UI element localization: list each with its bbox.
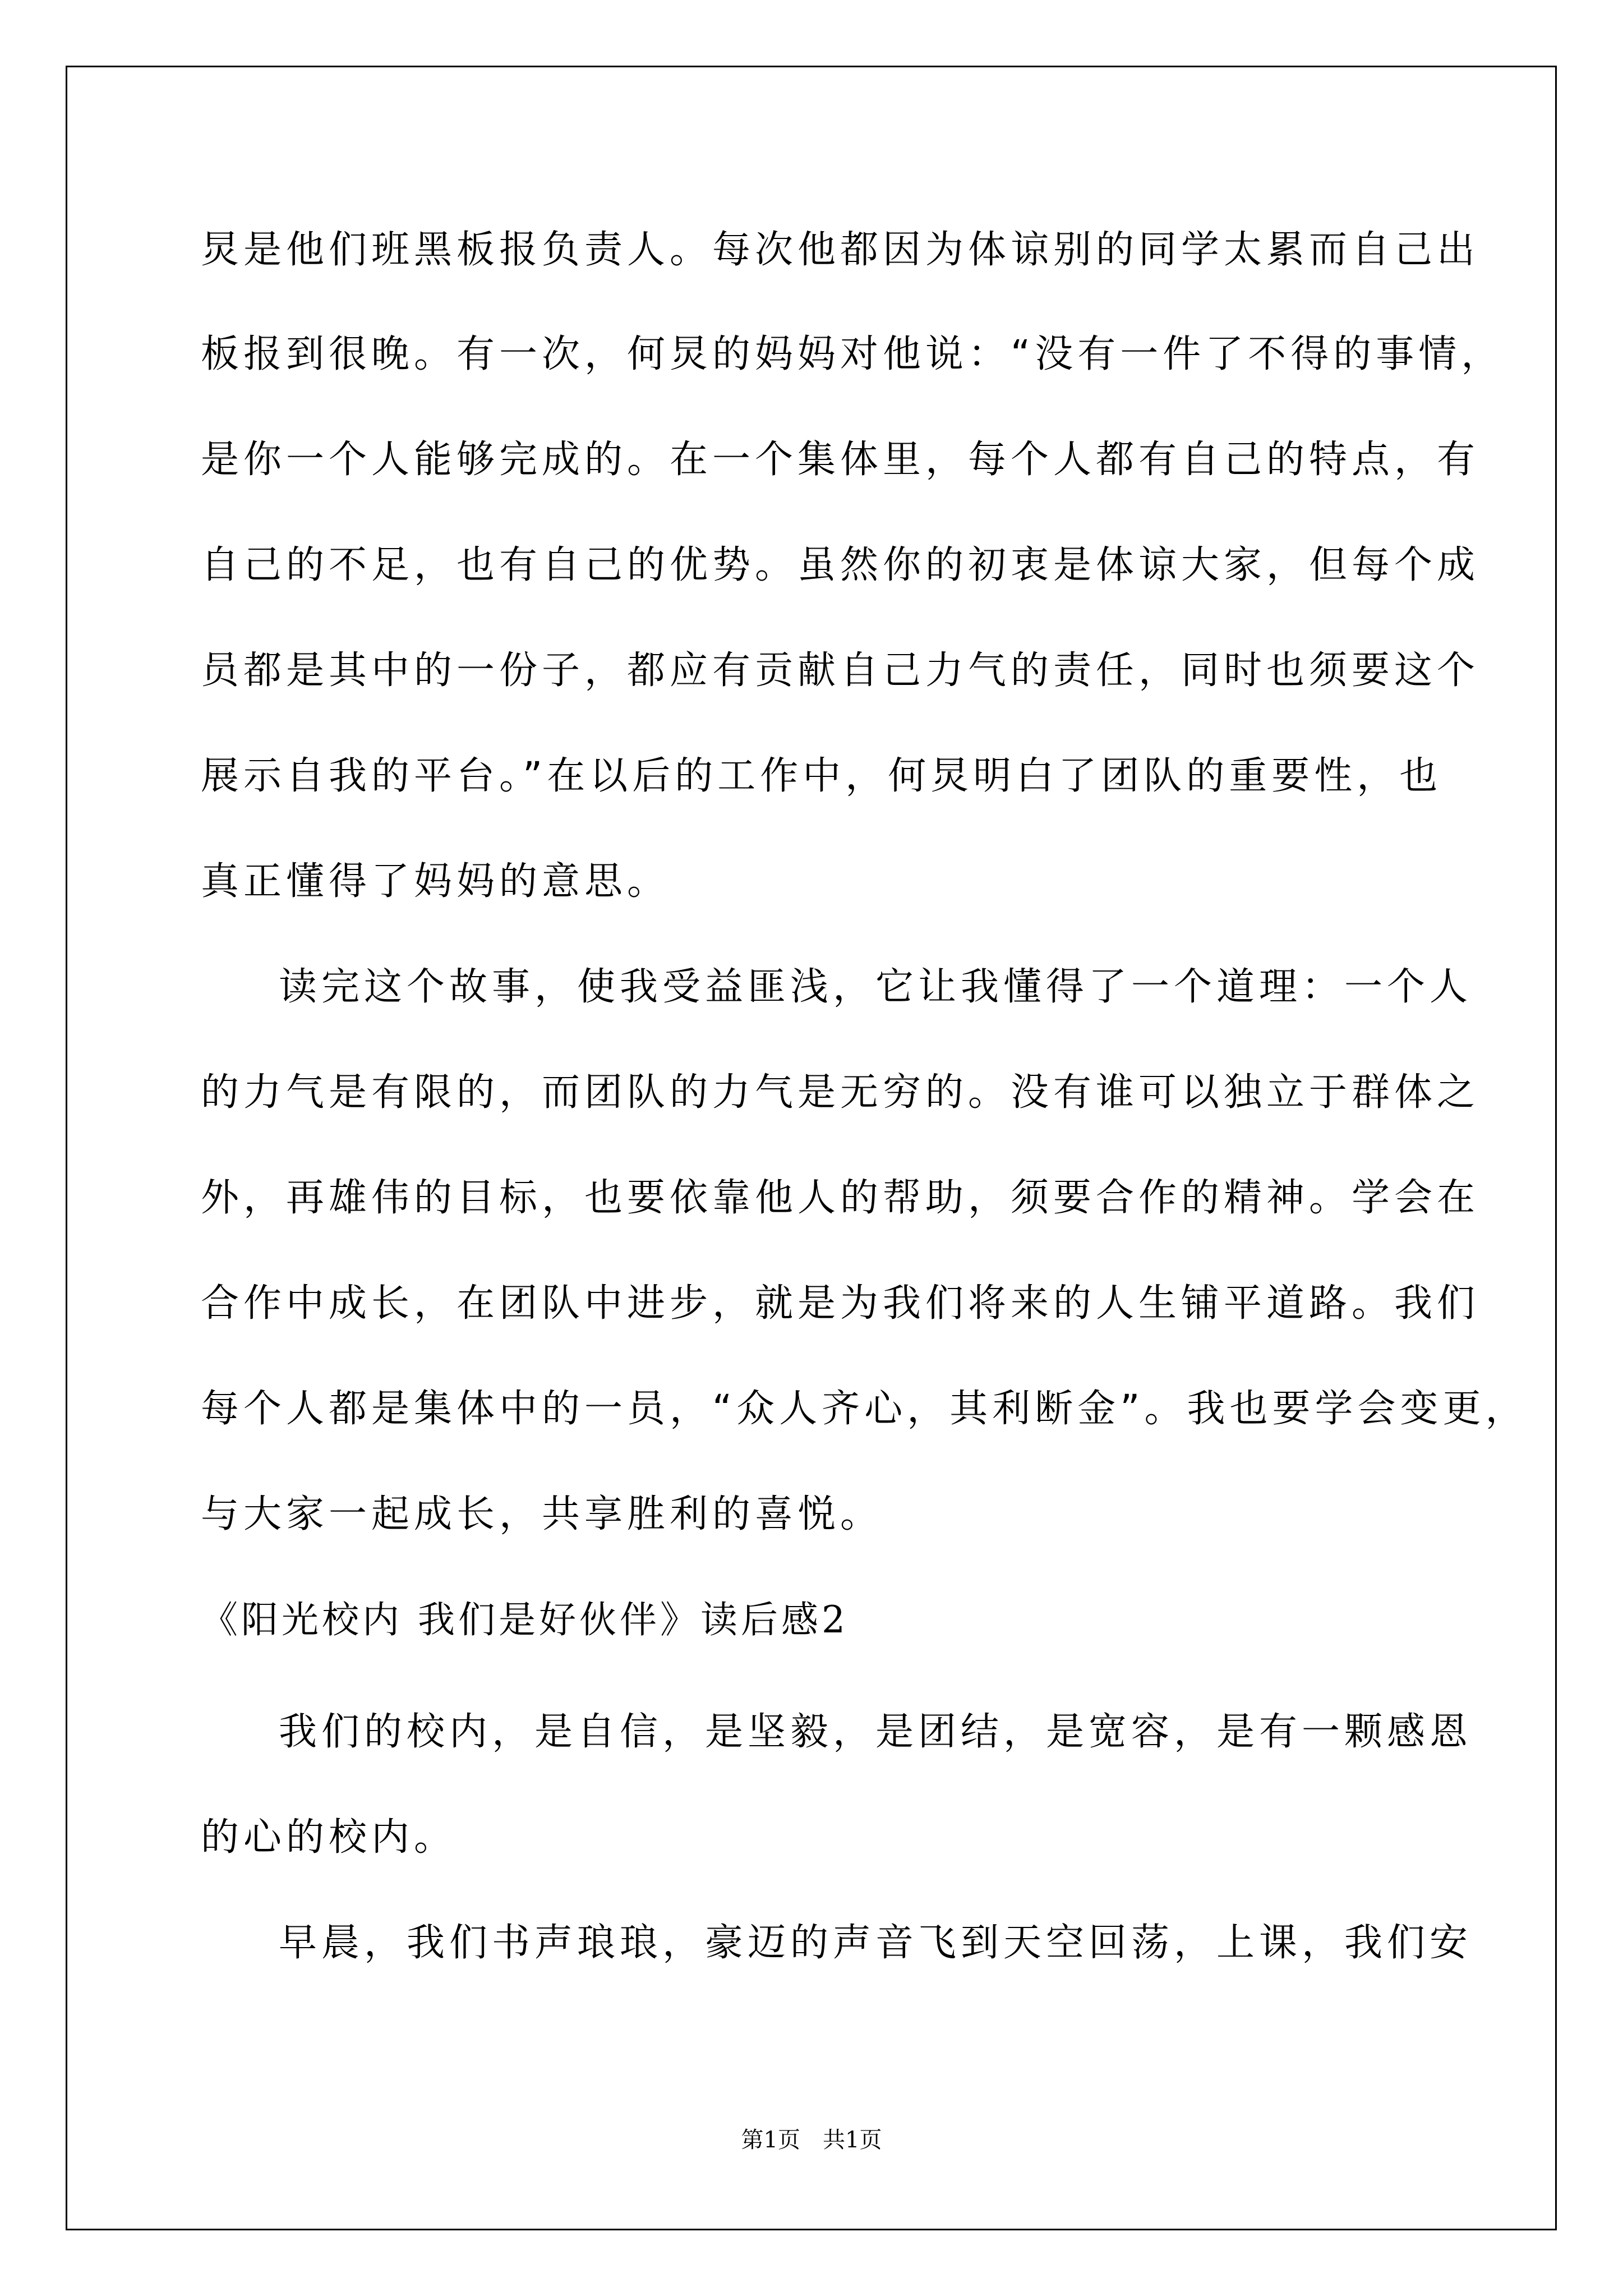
text-line: 真正懂得了妈妈的意思。 [201,859,670,904]
text-line: 员都是其中的一份子，都应有贡献自己力气的责任，同时也须要这个 [201,648,1480,693]
section-heading: 《阳光校内 我们是好伙伴》读后感2 [201,1598,849,1641]
page-total: 共1页 [823,2127,882,2153]
text-line: 板报到很晚。有一次，何炅的妈妈对他说：“没有一件了不得的事情， [201,332,1504,376]
paragraph-first-line: 早晨，我们书声琅琅，豪迈的声音飞到天空回荡，上课，我们安 [279,1921,1473,1965]
page-border [66,66,1557,2230]
text-line: 外，再雄伟的目标，也要依靠他人的帮助，须要合作的精神。学会在 [201,1176,1480,1220]
text-line: 与大家一起成长，共享胜利的喜悦。 [201,1492,883,1536]
text-line: 自己的不足，也有自己的优势。虽然你的初衷是体谅大家，但每个成 [201,543,1480,587]
text-line: 的力气是有限的，而团队的力气是无穷的。没有谁可以独立于群体之 [201,1070,1480,1115]
text-line: 每个人都是集体中的一员，“众人齐心，其利断金”。我也要学会变更， [201,1387,1528,1431]
page-footer [0,2129,1623,2151]
paragraph-first-line: 我们的校内，是自信，是坚毅，是团结，是宽容，是有一颗感恩 [279,1710,1473,1754]
text-line: 是你一个人能够完成的。在一个集体里，每个人都有自己的特点，有 [201,438,1480,482]
text-line: 展示自我的平台。”在以后的工作中，何炅明白了团队的重要性，也 [201,754,1442,798]
page-number: 第1页 [741,2127,800,2153]
text-line: 的心的校内。 [201,1815,457,1860]
text-line: 炅是他们班黑板报负责人。每次他都因为体谅别的同学太累而自己出 [201,228,1480,272]
text-line: 合作中成长，在团队中进步，就是为我们将来的人生铺平道路。我们 [201,1281,1480,1326]
paragraph-first-line: 读完这个故事，使我受益匪浅，它让我懂得了一个道理：一个人 [279,965,1473,1009]
